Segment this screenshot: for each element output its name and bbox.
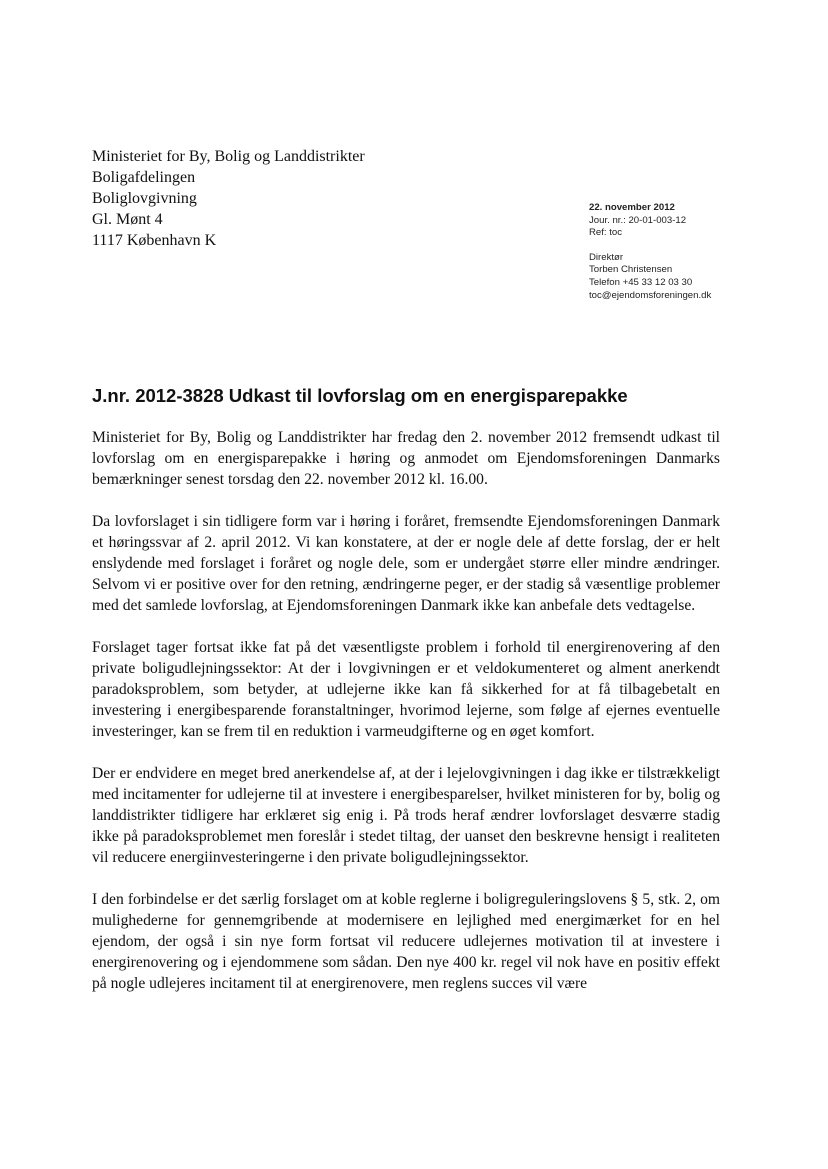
- body-paragraph: Der er endvidere en meget bred anerkendelse af, at der i lejelovgivningen i dag ikke er tilstrækkeligt med incitamenter for udlejerne til at investere i energibesparelser, hvilket ministeren for by, bolig og landdistrikter tidligere har erklæret sig enig i. På trods heraf ændrer lovforslaget desværre stadig ikke på paradoksproblemet men foreslår i stedet tiltag, der uanset den beskrevne hensigt i realiteten vil reducere energiinvesteringerne i den private boligudlejningssektor.: [92, 765, 720, 866]
- reference: Ref: toc: [589, 227, 623, 239]
- recipient-line-department: Boligafdelingen: [92, 169, 196, 186]
- recipient-line-ministry: Ministeriet for By, Bolig og Landdistrikter: [92, 148, 365, 165]
- body-paragraph: Ministeriet for By, Bolig og Landdistrikter har fredag den 2. november 2012 fremsendt udkast til lovforslag om en energisparepakke i høring og anmodet om Ejendomsforeningen Danmarks bemærkninger senest torsdag den 22. november 2012 kl. 16.00.: [92, 429, 720, 488]
- letter-body: [92, 427, 720, 1015]
- letter-meta: [589, 202, 711, 302]
- letter-subject: J.nr. 2012-3828 Udkast til lovforslag om en energisparepakke: [92, 385, 628, 406]
- recipient-line-street: Gl. Mønt 4: [92, 211, 163, 228]
- contact-phone: Telefon +45 33 12 03 30: [589, 276, 693, 288]
- body-paragraph: I den forbindelse er det særlig forslaget om at koble reglerne i boligreguleringslovens § 5, stk. 2, om mulighederne for gennemgribende at modernisere en lejlighed med energimærket for en hel ejendom, der også i sin nye form fortsat vil reducere udlejernes motivation til at investere i energirenovering og i ejendommene som sådan. Den nye 400 kr. regel vil nok have en positiv effekt på nogle udlejeres incitament til at energirenovere, men reglens succes vil være: [92, 891, 720, 992]
- letter-date: 22. november 2012: [589, 202, 675, 213]
- contact-email: toc@ejendomsforeningen.dk: [589, 289, 712, 301]
- body-paragraph: Da lovforslaget i sin tidligere form var i høring i foråret, fremsendte Ejendomsforeningen Danmark et høringssvar af 2. april 2012. Vi kan konstatere, at der er nogle dele af dette forslag, der er helt enslydende med forslaget i foråret og nogle dele, som er undergået større eller mindre ændringer. Selvom vi er positive over for den retning, ændringerne peger, er der stadig så væsentlige problemer med det samlede lovforslag, at Ejendomsforeningen Danmark ikke kan anbefale dets vedtagelse.: [92, 513, 720, 614]
- journal-number: Jour. nr.: 20-01-003-12: [589, 214, 687, 226]
- body-paragraph: Forslaget tager fortsat ikke fat på det væsentligste problem i forhold til energirenovering af den private boligudlejningssektor: At der i lovgivningen er et veldokumenteret og alment anerkendt paradoksproblem, som betyder, at udlejerne ikke kan få sikkerhed for at få tilbagebetalt en investering i energibesparende foranstaltninger, hvorimod lejerne, som følge af ejernes eventuelle investeringer, kan se frem til en reduktion i varmeudgifterne og en øget komfort.: [92, 639, 720, 740]
- contact-title: Direktør: [589, 251, 624, 263]
- recipient-line-division: Boliglovgivning: [92, 190, 197, 207]
- contact-name: Torben Christensen: [589, 264, 673, 276]
- recipient-address: [92, 146, 365, 251]
- recipient-line-city: 1117 København K: [92, 232, 217, 249]
